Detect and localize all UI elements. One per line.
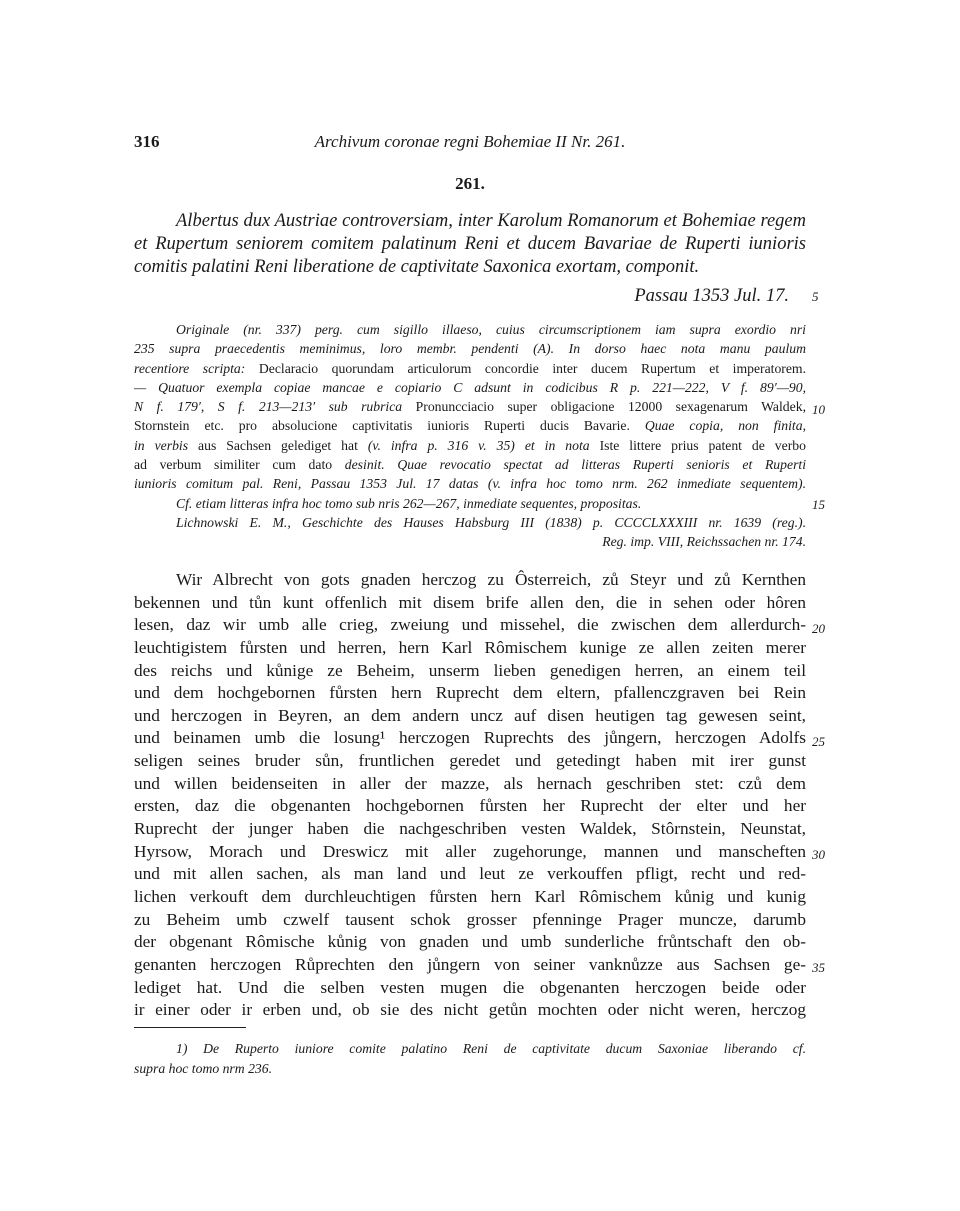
document-body [134,569,806,1022]
apparatus-line [134,359,806,378]
apparatus-segment: N f. 179′, S f. 213—213′ sub rubrica [134,399,416,415]
line-number: 15 [812,497,825,512]
regest-summary [134,210,806,279]
apparatus-line [134,513,806,532]
body-line: lediget hat. Und die selben vesten mugen die obgenanten herczogen beide oder [134,977,806,997]
body-line: ir einer oder ir erben und, ob sie des nicht getůn mochten oder nicht weren, herczog [134,1000,806,1020]
body-line: und mit allen sachen, als man land und leut ze verkouffen pfligt, recht und red- [134,864,806,884]
body-line: lichen verkouft dem durchleuchtigen fůrsten hern Karl Rômischem kůnig und kunig [134,886,806,906]
line-number: 25 [812,734,825,749]
apparatus-line [134,455,806,474]
running-title: Archivum coronae regni Bohemiae II Nr. 261. [314,132,626,151]
body-line: bekennen und tůn kunt offenlich mit disem brife allen den, die in sehen oder hôren [134,592,806,612]
line-number: 10 [812,402,825,417]
apparatus-segment: 235 supra praecedentis meminimus, loro membr. pendenti (A). In dorso haec nota manu paulum [134,341,806,357]
apparatus-segment: Cf. etiam litteras infra hoc tomo sub nris 262—267, inmediate sequentes, propositas. [176,495,642,511]
apparatus-line [134,416,806,435]
body-line: ersten, daz die obgenanten hochgebornen fůrsten her Ruprecht der elter und her [134,796,806,816]
apparatus-segment: Iste littere prius patent de verbo [599,437,806,453]
body-line: Wir Albrecht von gots gnaden herczog zu Ôsterreich, zů Steyr und zů Kernthen [176,570,806,589]
apparatus-segment: (v. infra p. 316 v. 35) et in nota [367,437,600,453]
line-number: 35 [812,960,825,975]
body-line: Hyrsow, Morach und Dreswicz mit aller zugehorunge, mannen und manscheften [134,841,806,861]
apparatus-segment: recentiore scripta: [134,360,259,376]
body-line: lesen, daz wir umb alle crieg, zweiung und missehel, die zwischen dem allerdurch- [134,615,806,635]
apparatus-line [134,532,806,551]
apparatus-line [134,339,806,358]
body-line: und beinamen umb die losung¹ herczogen Ruprechts des jůngern, herczogen Adolfs [134,728,806,748]
apparatus-segment: — Quatuor exempla copiae mancae e copiario C adsunt in codicibus R p. 221—222, V f. 89′—90, [134,379,806,395]
apparatus-segment: iunioris comitum pal. Reni, Passau 1353 Jul. 17 datas (v. infra hoc tomo nrm. 262 inmediate sequentem). [134,476,806,492]
apparatus-line [134,397,806,416]
apparatus-line [134,474,806,493]
body-line: genanten herczogen Růprechten den jůngern von seiner vanknůzze aus Sachsen ge- [134,954,806,974]
body-line: und dem hochgebornen fůrsten hern Ruprecht dem eltern, pfallenczgraven bei Rein [134,683,806,703]
body-line: des reichs und kůnige ze Beheim, unserm lieben genedigen herren, an einem teil [134,660,806,680]
apparatus-segment: desinit. Quae revocatio spectat ad litteras Ruperti senioris et Ruperti [344,457,806,473]
body-line: und herczogen in Beyren, an dem andern uncz auf disen heutigen tag gewesen seint, [134,705,806,725]
apparatus-line [134,494,806,513]
footnote-rule [134,1027,246,1028]
apparatus-segment: aus Sachsen gelediget hat [198,437,368,453]
apparatus-segment: Stornstein etc. pro absolucione captivitatis iunioris Ruperti ducis Bavarie. [134,418,645,434]
page-header [134,132,806,156]
apparatus-segment: in verbis [134,437,199,453]
apparatus-segment: ad verbum similiter cum dato [134,457,345,473]
body-line: und willen beidenseiten in aller der mazze, als hernach geschriben stet: czů dem [134,773,806,793]
regest-text: Albertus dux Austriae controversiam, inter Karolum Romanorum et Bohemiae regem et Rupertum seniorem comitem palatinum Reni et ducem Bavariae de Ruperti iunioris comitis palatini Reni liberatione de captivitate Saxonica exortam, componit. [134,211,806,277]
apparatus-segment: Pronuncciacio super obligacione 12000 sexagenarum Waldek, [415,399,806,415]
apparatus-line [134,320,806,339]
page-number: 316 [134,132,160,151]
document-number: 261. [455,174,485,193]
line-number: 30 [812,847,825,862]
footnote-line: supra hoc tomo nrm 236. [134,1060,273,1076]
body-line: Ruprecht der junger haben die nachgeschriben vesten Waldek, Stôrnstein, Neunstat, [134,819,806,839]
apparatus-segment: Lichnowski E. M., Geschichte des Hauses Habsburg III (1838) p. CCCCLXXXIII nr. 1639 (reg.). [176,514,806,530]
apparatus-segment: Reg. imp. VIII, Reichssachen nr. 174. [602,534,806,550]
body-line: seligen seines bruder sůn, fruntlichen geredet und getedingt haben mit irer gunst [134,751,806,771]
critical-apparatus [134,320,806,552]
dateline: Passau 1353 Jul. 17. [634,286,789,306]
apparatus-segment: Quae copia, non finita, [644,418,806,434]
body-line: der obgenant Rômische kůnig von gnaden und umb sunderliche frůntschaft den ob- [134,932,806,952]
body-line: zu Beheim umb czwelf tausent schok grosser pfenninge Prager muncze, darumb [134,909,806,929]
line-number: 20 [812,621,825,636]
footnote [134,1039,806,1078]
line-number: 5 [812,289,819,304]
apparatus-line [134,378,806,397]
apparatus-segment: Declaracio quorundam articulorum concordie inter ducem Rupertum et imperatorem. [258,360,806,376]
apparatus-segment: Originale (nr. 337) perg. cum sigillo illaeso, cuius circumscriptionem iam supra exordio nri [176,322,806,337]
footnote-line: 1) De Ruperto iuniore comite palatino Reni de captivitate ducum Saxoniae liberando cf. [176,1041,806,1056]
body-line: leuchtigistem fůrsten und herren, hern Karl Rômischem kunige ze allen zeiten merer [134,637,806,657]
apparatus-line [134,436,806,455]
